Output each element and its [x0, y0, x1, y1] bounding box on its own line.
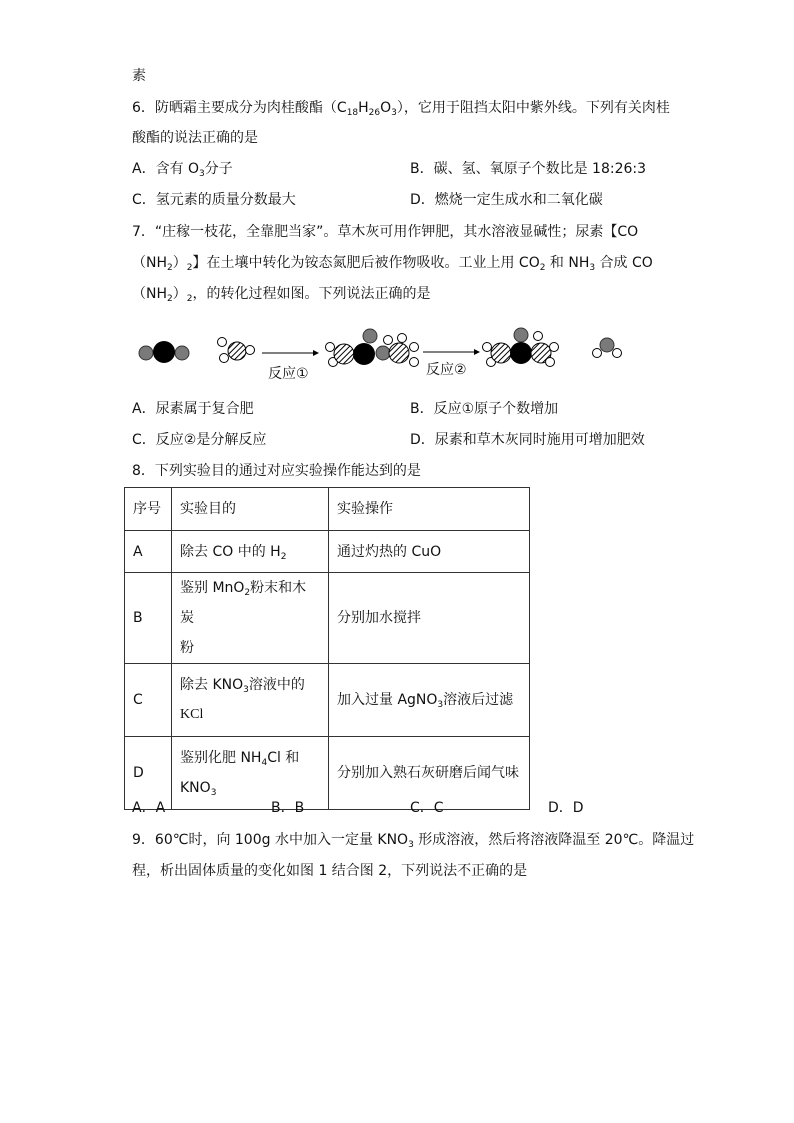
q6-a-text: 分子	[204, 161, 233, 177]
water-molecule	[593, 338, 622, 358]
q6-a-sub: 3	[199, 169, 205, 179]
table-row	[125, 664, 530, 737]
q9-text: 形成溶液，然后将溶液降温至 20℃。降温过	[413, 832, 695, 848]
q7-option-d: D．尿素和草木灰同时施用可增加肥效	[410, 432, 645, 448]
q7-sub: 2	[539, 263, 546, 273]
q8-option-b: B．B	[271, 800, 305, 816]
q9-stem-line1	[132, 830, 694, 850]
co2-molecule	[139, 341, 189, 363]
nh3-molecule	[218, 338, 255, 363]
row-operation: 分别加入熟石灰研磨后闻气味	[329, 737, 530, 810]
q9-text: 9．60℃时，向 100g 水中加入一定量 KNO	[132, 832, 409, 848]
q8-option-d: D．D	[548, 800, 584, 816]
goal-text: 除去 CO 中的 H	[180, 543, 281, 560]
table-header-row	[125, 488, 530, 531]
intermediate-molecule	[326, 329, 419, 367]
q6-sub: 26	[368, 108, 381, 118]
goal-text: 鉴别化肥 NH	[180, 750, 262, 766]
row-id: C	[125, 664, 172, 737]
goal-text: 粉末和木炭	[180, 580, 307, 626]
goal-text: KCl	[180, 707, 204, 722]
op-sub: 3	[437, 700, 444, 710]
header-cell: 序号	[125, 488, 172, 531]
q6-text: O	[380, 100, 392, 116]
row-goal	[172, 531, 329, 573]
row-id: D	[125, 737, 172, 810]
q7-sub: 2	[186, 294, 193, 304]
q6-option-d: D．燃烧一定生成水和二氧化碳	[410, 192, 603, 208]
goal-text: Cl 和	[267, 750, 300, 766]
reaction-2-label: 反应②	[426, 362, 467, 378]
row-operation: 通过灼热的 CuO	[329, 531, 530, 573]
q7-sub: 2	[167, 263, 173, 273]
q6-option-b: B．碳、氢、氧原子个数比是 18:26:3	[410, 161, 647, 177]
arrow-2	[423, 349, 480, 355]
q7-text: 合成 CO	[595, 255, 653, 271]
urea-molecule	[483, 328, 559, 367]
row-operation	[329, 664, 530, 737]
q6-text: H	[358, 100, 369, 116]
goal-sub: 4	[261, 758, 268, 768]
experiment-table	[124, 487, 530, 810]
q7-text: （NH	[132, 255, 167, 271]
row-id: B	[125, 573, 172, 664]
q7-option-b: B．反应①原子个数增加	[410, 401, 559, 417]
q6-option-a	[132, 159, 233, 179]
q6-option-c: C．氢元素的质量分数最大	[132, 192, 296, 208]
goal-text: 除去 KNO	[180, 677, 244, 693]
goal-sub: 3	[243, 685, 249, 695]
q7-text: （NH	[132, 286, 167, 302]
q9-sub: 3	[408, 840, 414, 850]
arrow-1	[262, 350, 319, 356]
q8-stem: 8．下列实验目的通过对应实验操作能达到的是	[132, 463, 421, 479]
q7-option-c: C．反应②是分解反应	[132, 432, 267, 448]
q7-stem-line2	[132, 253, 653, 273]
q6-stem-line1	[132, 98, 670, 118]
op-text: 溶液后过滤	[443, 692, 514, 708]
q7-text: ，的转化过程如图。下列说法正确的是	[192, 286, 431, 302]
q7-text: 】在土壤中转化为铵态氮肥后被作物吸收。工业上用 CO	[192, 255, 540, 271]
q7-stem-line3	[132, 284, 430, 304]
reaction-1-label: 反应①	[268, 366, 309, 382]
goal-text: 溶液中的	[248, 677, 305, 693]
q7-stem-line1: 7．“庄稼一枝花，全靠肥当家”。草木灰可用作钾肥，其水溶液显碱性；尿素【CO	[132, 224, 639, 240]
q9-stem-line2: 程，析出固体质量的变化如图 1 结合图 2，下列说法不正确的是	[132, 863, 528, 879]
header-cell: 实验操作	[329, 488, 530, 531]
q7-text: ）	[172, 286, 187, 302]
q6-text: 6．防晒霜主要成分为肉桂酸酯（C	[132, 100, 347, 116]
row-goal	[172, 573, 329, 664]
q8-option-c: C．C	[410, 800, 444, 816]
q6-text: ），它用于阻挡太阳中紫外线。下列有关肉桂	[396, 100, 670, 116]
goal-text: 粉	[180, 640, 194, 656]
q7-text: ）	[172, 255, 187, 271]
q6-stem-line2: 酸酯的说法正确的是	[132, 130, 258, 146]
q8-options	[132, 798, 652, 818]
header-cell: 实验目的	[172, 488, 329, 531]
q6-sub: 3	[391, 108, 397, 118]
q7-sub: 2	[186, 263, 193, 273]
op-text: 加入过量 AgNO	[337, 692, 438, 708]
q7-sub: 3	[589, 263, 596, 273]
goal-sub: 2	[280, 551, 287, 562]
goal-sub: 3	[210, 788, 217, 798]
q7-text: 和 NH	[545, 255, 590, 271]
q7-sub: 2	[167, 294, 173, 304]
goal-text: 鉴别 MnO	[180, 580, 245, 596]
q8-option-a: A．A	[132, 800, 166, 816]
row-id: A	[125, 531, 172, 573]
table-row	[125, 531, 530, 573]
row-goal	[172, 664, 329, 737]
q6-a-text: A．含有 O	[132, 161, 200, 177]
goal-text: KNO	[180, 780, 211, 796]
q6-sub: 18	[346, 108, 359, 118]
q7-option-a: A．尿素属于复合肥	[132, 401, 254, 417]
top-fragment: 素	[132, 68, 146, 84]
reaction-diagram	[130, 322, 650, 392]
goal-sub: 2	[244, 588, 251, 598]
table-row	[125, 573, 530, 664]
row-operation: 分别加水搅拌	[329, 573, 530, 664]
